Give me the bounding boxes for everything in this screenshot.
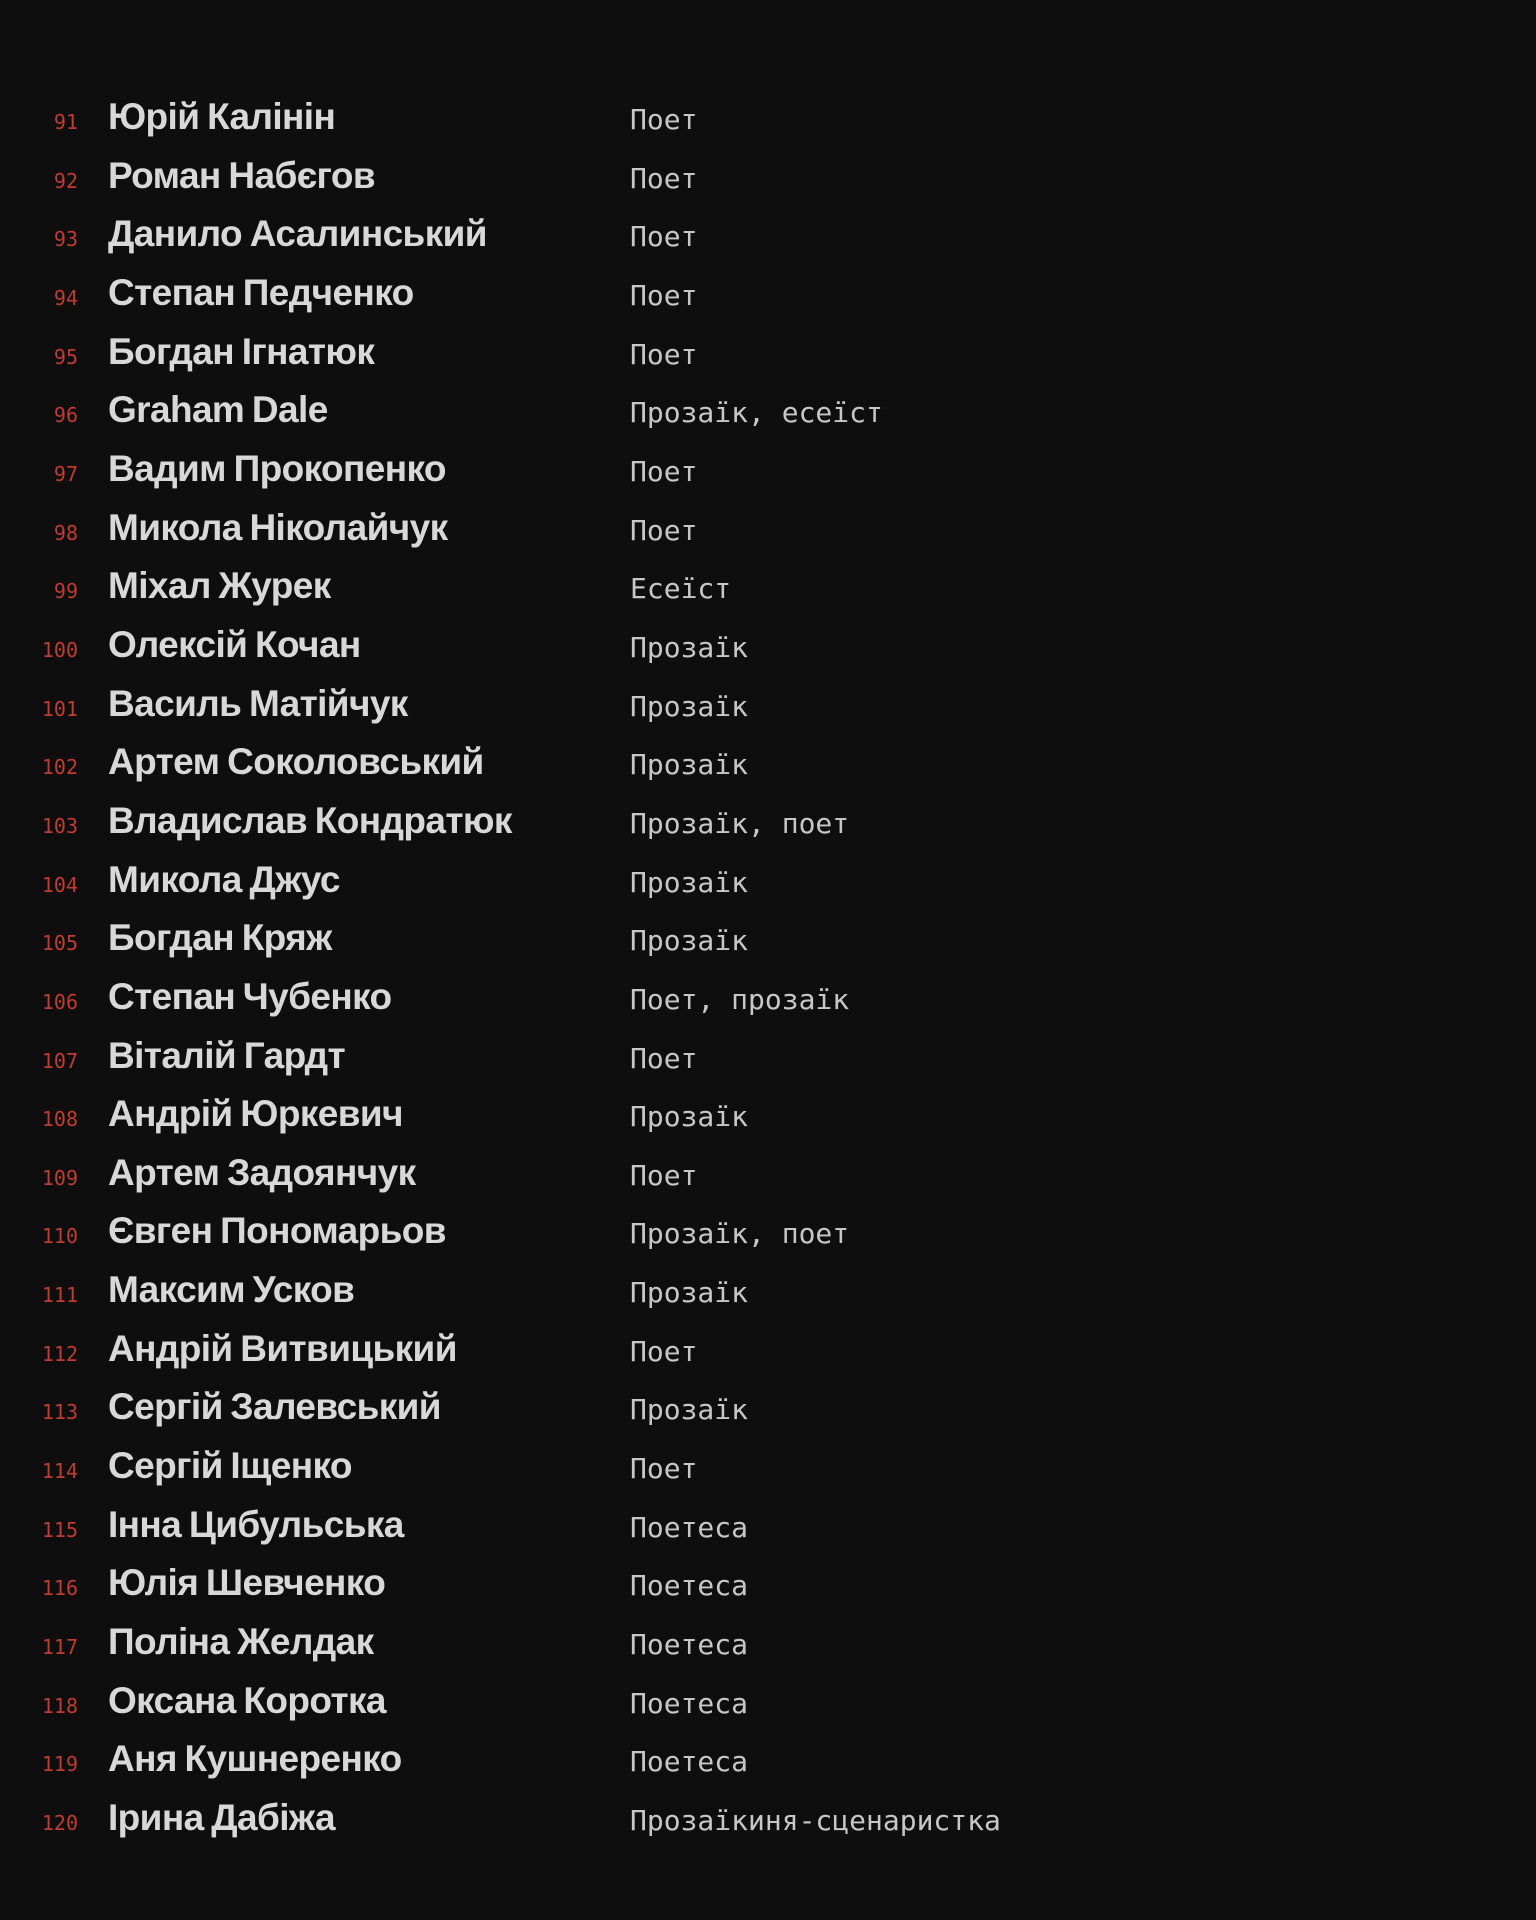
list-item [0,147,1536,206]
writer-name: Артем Задоянчук [108,1151,416,1193]
writer-role: Прозаїк, поет [630,1217,850,1251]
row-number: 103 [41,813,78,838]
list-item [0,1202,1536,1261]
writer-role: Поет [630,161,698,195]
list-item [0,323,1536,382]
writer-role: Прозаїк [630,924,749,958]
row-number: 118 [41,1693,78,1718]
writer-name: Євген Пономарьов [108,1210,446,1252]
writer-name: Сергій Залевський [108,1386,441,1428]
writer-role: Поет [630,337,698,371]
writer-name: Богдан Ігнатюк [108,330,375,372]
writer-role: Прозаїк [630,1276,749,1310]
writer-role: Прозаїк [630,630,749,664]
row-number: 114 [41,1459,78,1484]
writer-name: Артем Соколовський [108,741,484,783]
writer-role: Прозаїк [630,1100,749,1134]
writer-role: Прозаїк [630,1393,749,1427]
list-item [0,205,1536,264]
writer-name: Олексій Кочан [108,623,361,665]
writer-role: Есеїст [630,572,732,606]
list-item [0,1378,1536,1437]
row-number: 94 [53,285,78,310]
writer-role: Прозаїк [630,865,749,899]
writer-role: Поет [630,278,698,312]
writer-role: Прозаїк, есеїст [630,396,883,430]
writer-name: Аня Кушнеренко [108,1738,402,1780]
writer-name: Вадим Прокопенко [108,447,446,489]
writer-role: Прозаїк [630,748,749,782]
row-number: 116 [41,1576,78,1601]
row-number: 91 [53,110,78,134]
writer-name: Ірина Дабіжа [108,1797,335,1839]
writer-name: Міхал Журек [108,565,331,607]
list-item [0,557,1536,616]
writer-name: Сергій Іщенко [108,1445,352,1487]
writer-role: Прозаїкиня-сценаристка [630,1804,1001,1838]
row-number: 101 [41,696,78,721]
writer-role: Поет [630,513,698,547]
row-number: 96 [53,403,78,428]
writer-role: Поет [630,454,698,488]
list-item [0,616,1536,675]
row-number: 112 [41,1341,78,1366]
list-item [0,1496,1536,1555]
writer-role: Поет [630,103,698,136]
row-number: 100 [41,637,78,662]
writer-name: Владислав Кондратюк [108,799,512,841]
writer-name: Микола Ніколайчук [108,506,448,548]
list-item [0,1730,1536,1789]
writer-name: Богдан Кряж [108,917,332,959]
row-number: 95 [53,344,78,369]
list-item [0,264,1536,323]
row-number: 119 [41,1752,78,1777]
writer-role: Поет [630,1452,698,1486]
list-item [0,1261,1536,1320]
writer-name: Віталій Гардт [108,1034,346,1076]
row-number: 120 [41,1811,78,1836]
writer-name: Степан Педченко [108,271,414,313]
list-item [0,1672,1536,1731]
writer-name: Юлія Шевченко [108,1562,386,1604]
writer-role: Прозаїк [630,689,749,723]
writer-role: Поетеса [630,1569,749,1603]
row-number: 107 [41,1048,78,1073]
writer-name: Поліна Желдак [108,1621,374,1663]
list-item [0,499,1536,558]
writer-name: Юрій Калінін [108,96,336,137]
writer-role: Прозаїк, поет [630,806,850,840]
list-item [0,1789,1536,1848]
list-item [0,88,1536,147]
list-item [0,1554,1536,1613]
row-number: 104 [41,872,78,897]
writer-role: Поет, прозаїк [630,982,850,1016]
writer-name: Максим Усков [108,1269,355,1311]
list-item [0,1144,1536,1203]
writer-name: Інна Цибульська [108,1503,404,1545]
row-number: 97 [53,461,78,486]
list-item [0,733,1536,792]
row-number: 93 [53,227,78,252]
row-number: 92 [53,168,78,193]
row-number: 106 [41,989,78,1014]
list-item [0,440,1536,499]
writer-role: Поет [630,220,698,254]
writer-role: Поетеса [630,1510,749,1544]
list-item [0,675,1536,734]
row-number: 109 [41,1165,78,1190]
writer-name: Василь Матійчук [108,682,408,724]
list-item [0,792,1536,851]
list-item [0,968,1536,1027]
row-number: 105 [41,931,78,956]
list-item [0,1613,1536,1672]
row-number: 98 [53,520,78,545]
writer-role: Поетеса [630,1686,749,1720]
writer-name: Андрій Юркевич [108,1093,403,1135]
writer-name: Микола Джус [108,858,340,900]
row-number: 108 [41,1107,78,1132]
writer-name: Оксана Коротка [108,1679,386,1721]
writers-list [0,88,1536,1848]
row-number: 113 [41,1400,78,1425]
writer-role: Поет [630,1158,698,1192]
writer-role: Поетеса [630,1745,749,1779]
list-item [0,1027,1536,1086]
writer-name: Роман Набєгов [108,154,376,196]
row-number: 115 [41,1517,78,1542]
writer-role: Поет [630,1334,698,1368]
row-number: 99 [53,579,78,604]
row-number: 117 [41,1635,78,1660]
writer-name: Graham Dale [108,389,328,431]
writer-name: Данило Асалинський [108,213,487,255]
list-item [0,1320,1536,1379]
list-item [0,1085,1536,1144]
list-item [0,381,1536,440]
row-number: 111 [41,1283,78,1308]
row-number: 102 [41,755,78,780]
writer-role: Поетеса [630,1628,749,1662]
list-item [0,1437,1536,1496]
row-number: 110 [41,1224,78,1249]
list-item [0,851,1536,910]
writer-role: Поет [630,1041,698,1075]
list-item [0,909,1536,968]
writer-name: Андрій Витвицький [108,1327,457,1369]
writer-name: Степан Чубенко [108,975,392,1017]
